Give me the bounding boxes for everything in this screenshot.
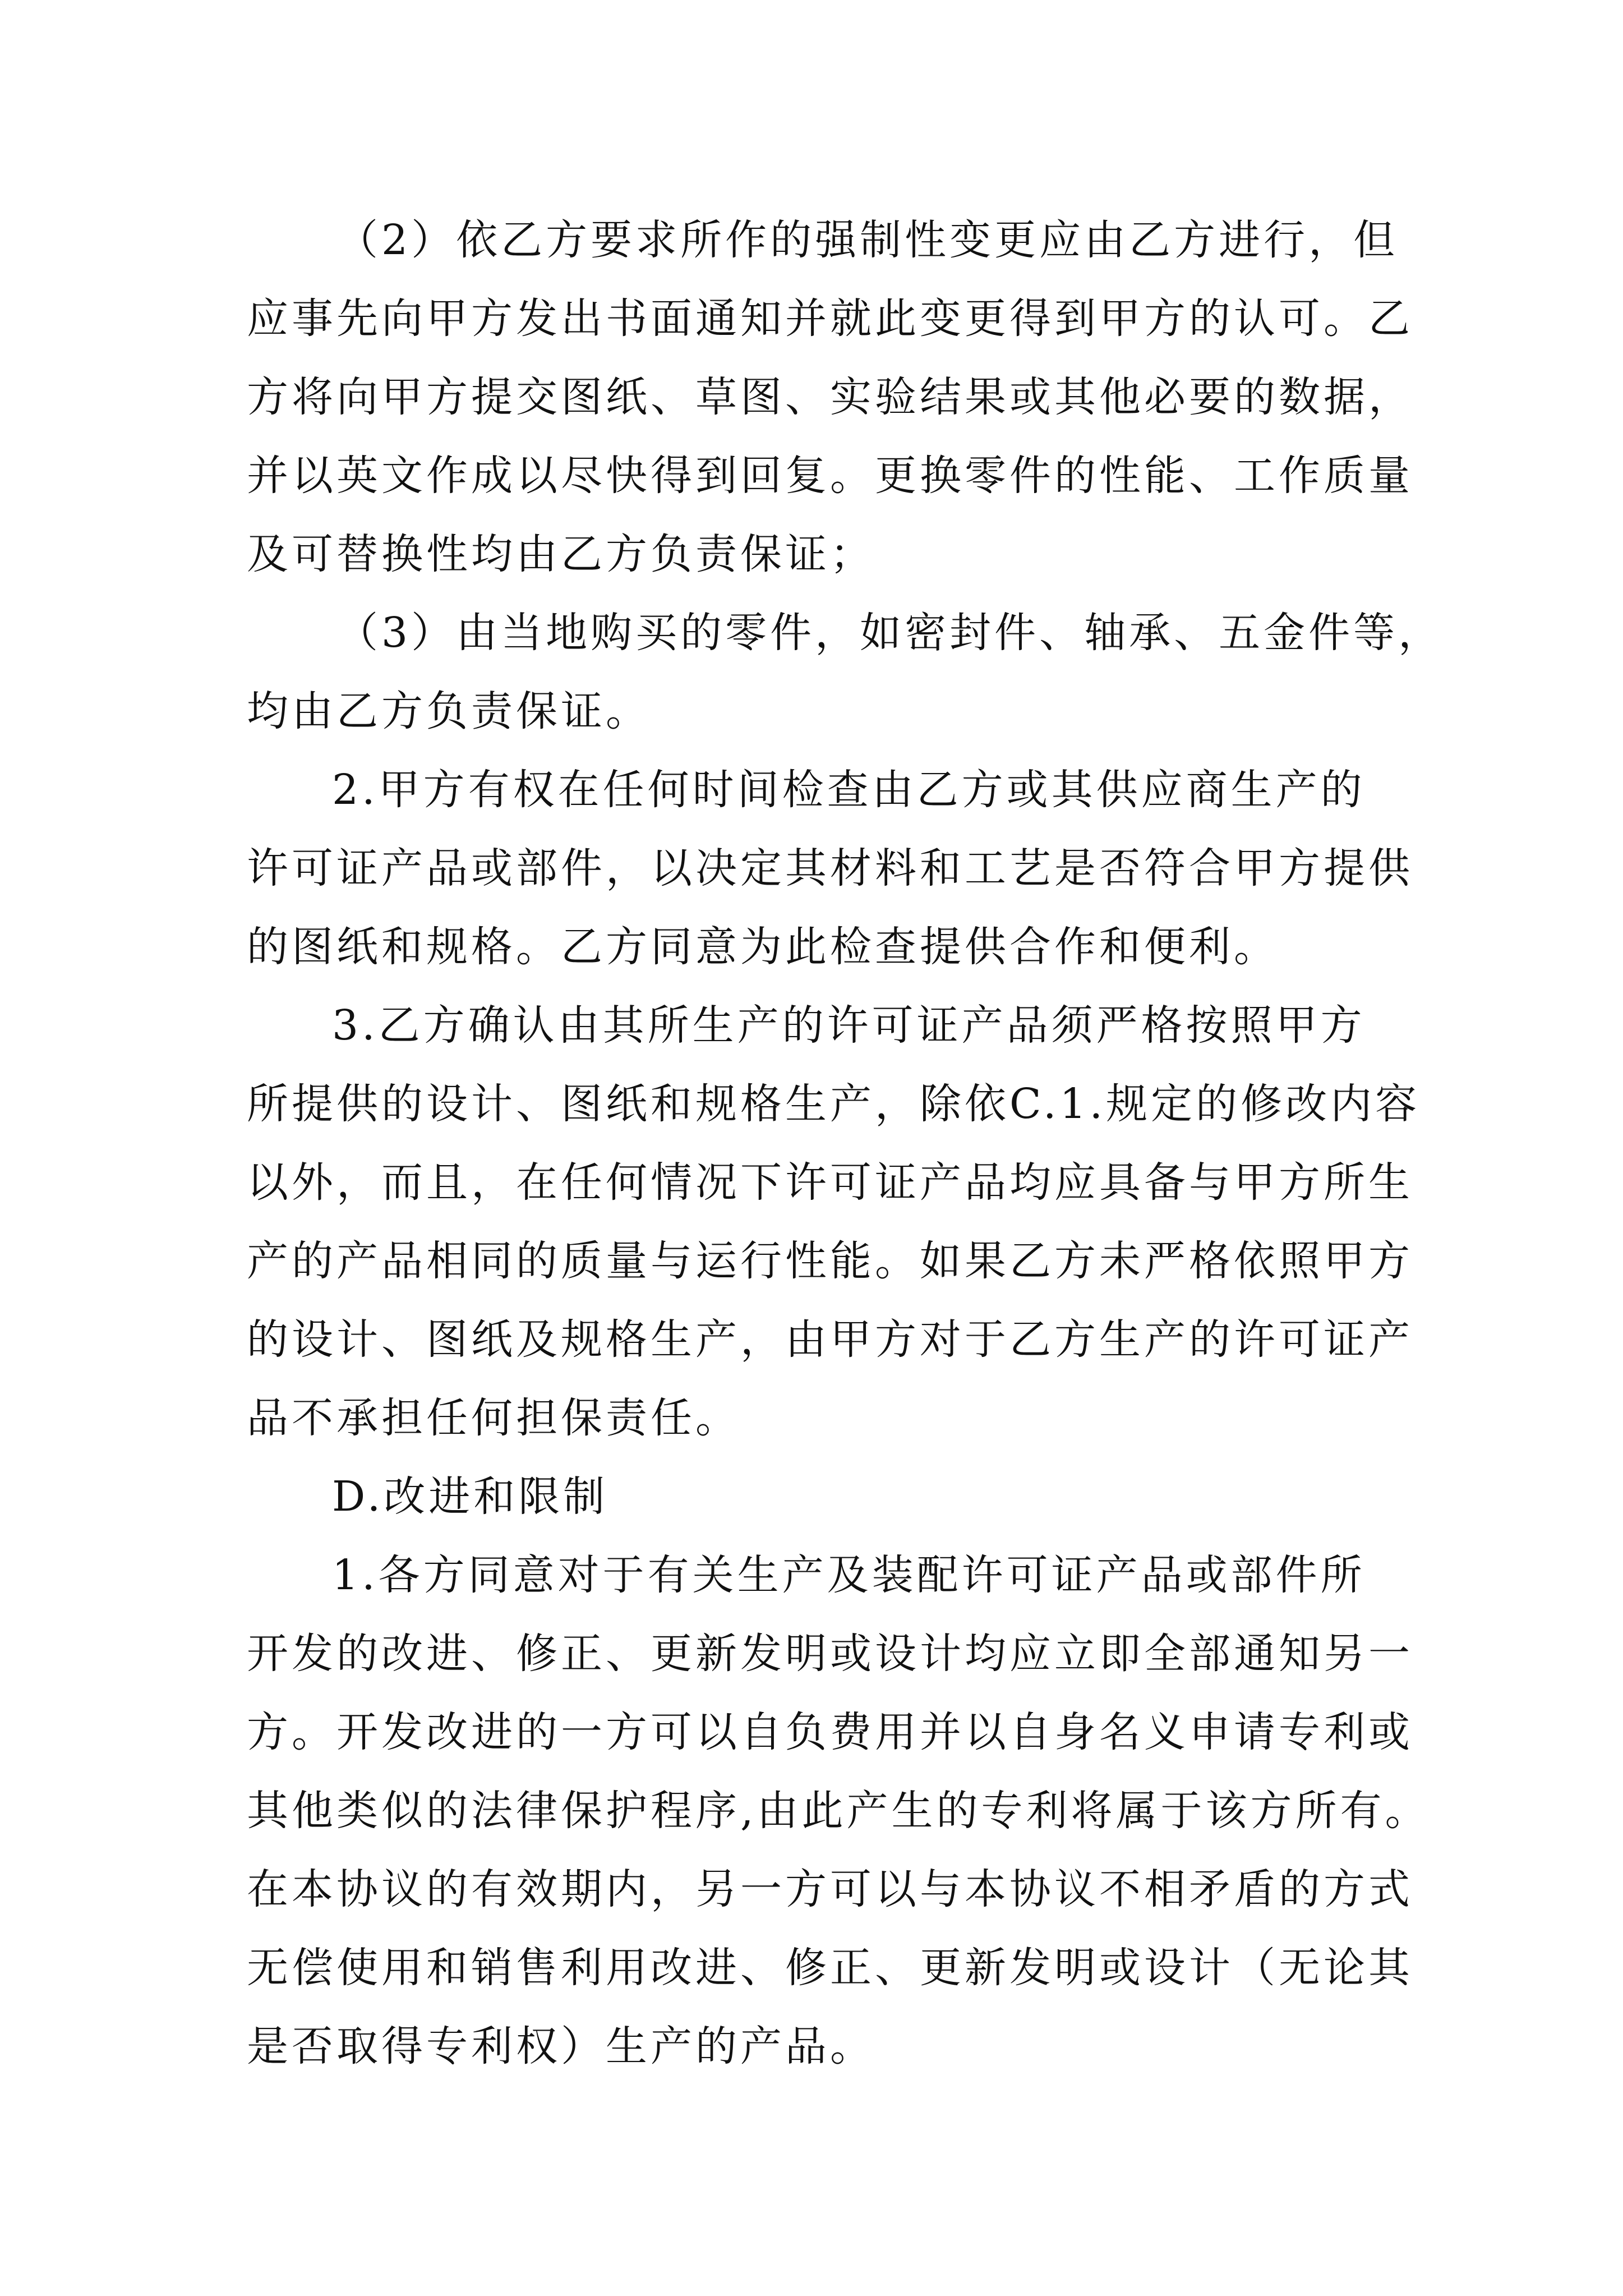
paragraph-c3-line-2: 所提供的设计、图纸和规格生产，除依C.1.规定的修改内容	[247, 1080, 1421, 1128]
paragraph-c3-line-1: 3.乙方确认由其所生产的许可证产品须严格按照甲方	[332, 1001, 1366, 1050]
paragraph-c1-3-line-2: 均由乙方负责保证。	[247, 687, 651, 735]
paragraph-c1-2-line-3: 方将向甲方提交图纸、草图、实验结果或其他必要的数据，	[247, 373, 1413, 421]
paragraph-c3-line-4: 产的产品相同的质量与运行性能。如果乙方未严格依照甲方	[247, 1237, 1413, 1285]
paragraph-c1-2-line-5: 及可替换性均由乙方负责保证；	[247, 530, 875, 578]
paragraph-d1-line-1: 1.各方同意对于有关生产及装配许可证产品或部件所	[332, 1551, 1366, 1599]
paragraph-c2-line-2: 许可证产品或部件，以决定其材料和工艺是否符合甲方提供	[247, 844, 1413, 892]
paragraph-c3-line-6: 品不承担任何担保责任。	[247, 1394, 740, 1442]
paragraph-d1-line-5: 在本协议的有效期内，另一方可以与本协议不相矛盾的方式	[247, 1865, 1413, 1913]
paragraph-d1-line-3: 方。开发改进的一方可以自负费用并以自身名义申请专利或	[247, 1708, 1413, 1756]
paragraph-c1-2-line-2: 应事先向甲方发出书面通知并就此变更得到甲方的认可。乙	[247, 295, 1413, 343]
paragraph-d1-line-2: 开发的改进、修正、更新发明或设计均应立即全部通知另一	[247, 1630, 1413, 1678]
paragraph-d1-line-4: 其他类似的法律保护程序,由此产生的专利将属于该方所有。	[247, 1787, 1430, 1835]
section-heading-d: D.改进和限制	[332, 1473, 608, 1521]
paragraph-c1-2-line-1: （2）依乙方要求所作的强制性变更应由乙方进行，但	[336, 216, 1399, 264]
paragraph-c3-line-5: 的设计、图纸及规格生产，由甲方对于乙方生产的许可证产	[247, 1315, 1413, 1364]
paragraph-c2-line-3: 的图纸和规格。乙方同意为此检查提供合作和便利。	[247, 923, 1279, 971]
paragraph-d1-line-7: 是否取得专利权）生产的产品。	[247, 2022, 875, 2070]
paragraph-d1-line-6: 无偿使用和销售利用改进、修正、更新发明或设计（无论其	[247, 1944, 1413, 1992]
paragraph-c2-line-1: 2.甲方有权在任何时间检查由乙方或其供应商生产的	[332, 766, 1366, 814]
paragraph-c1-2-line-4: 并以英文作成以尽快得到回复。更换零件的性能、工作质量	[247, 452, 1413, 500]
paragraph-c1-3-line-1: （3）由当地购买的零件，如密封件、轴承、五金件等，	[336, 609, 1444, 657]
paragraph-c3-line-3: 以外，而且，在任何情况下许可证产品均应具备与甲方所生	[247, 1158, 1413, 1207]
